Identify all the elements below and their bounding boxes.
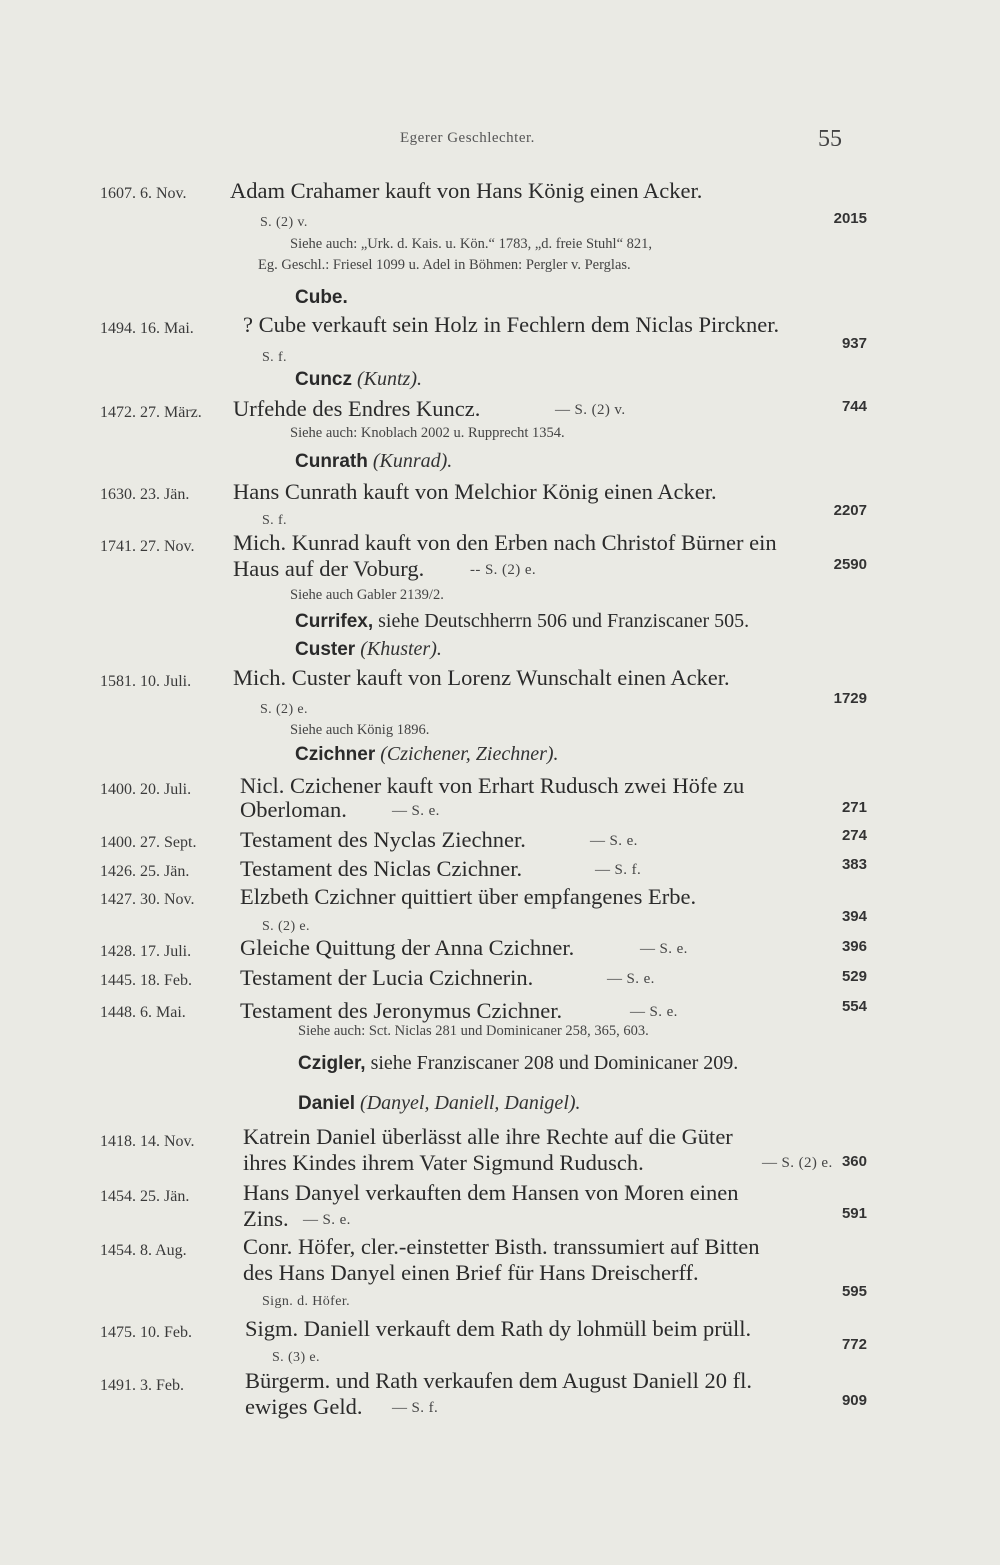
family-heading (295, 368, 422, 391)
entry-text: Oberloman. (240, 797, 347, 822)
record-number: 274 (841, 827, 867, 844)
entry-date: 1491. 3. Feb. (100, 1377, 184, 1394)
source-ref: — S. e. (640, 941, 688, 957)
see-also: Siehe auch: Knoblach 2002 u. Rupprecht 1354. (290, 425, 565, 441)
record-number: 383 (841, 856, 867, 873)
record-number: 529 (841, 968, 867, 985)
family-name: Cube. (295, 287, 348, 308)
family-heading (295, 743, 559, 766)
see-also: Siehe auch Gabler 2139/2. (290, 587, 444, 603)
entry-date: 1475. 10. Feb. (100, 1324, 192, 1341)
entry-text: ? Cube verkauft sein Holz in Fechlern dem Niclas Pirckner. (243, 312, 780, 337)
source-ref: — S. e. (303, 1212, 351, 1228)
family-name: Daniel (298, 1093, 356, 1114)
source-ref: — S. (2) e. (762, 1155, 833, 1171)
entry-date: 1454. 8. Aug. (100, 1242, 187, 1259)
entry-date: 1445. 18. Feb. (100, 972, 192, 989)
record-number: 554 (841, 998, 867, 1015)
family-name: Currifex, (295, 611, 374, 632)
entry-date: 1400. 27. Sept. (100, 834, 197, 851)
entry-text: Nicl. Czichener kauft von Erhart Rudusch zwei Höfe zu (240, 773, 745, 798)
entry-text: Mich. Kunrad kauft von den Erben nach Christof Bürner ein (233, 530, 777, 555)
record-number: 772 (841, 1336, 867, 1353)
record-number: 1729 (833, 690, 867, 707)
entry-text: Zins. (243, 1206, 289, 1231)
cross-reference: siehe Franziscaner 208 und Dominicaner 209. (370, 1052, 739, 1074)
source-ref: S. (2) e. (260, 702, 308, 717)
cross-reference: siehe Deutschherrn 506 und Franziscaner 505. (378, 610, 750, 632)
entry-date: 1418. 14. Nov. (100, 1133, 195, 1150)
entry-text: Haus auf der Voburg. (233, 556, 425, 581)
family-name: Czichner (295, 744, 376, 765)
entry-date: 1741. 27. Nov. (100, 538, 195, 555)
record-number: 360 (841, 1153, 867, 1170)
entry-date: 1400. 20. Juli. (100, 781, 192, 798)
entry-text: Gleiche Quittung der Anna Czichner. (240, 935, 575, 960)
entry-text: Testament des Jeronymus Czichner. (240, 998, 563, 1023)
entry-text: ihres Kindes ihrem Vater Sigmund Rudusch. (243, 1150, 644, 1175)
entry-text: Mich. Custer kauft von Lorenz Wunschalt einen Acker. (233, 665, 730, 690)
source-ref: S. f. (262, 513, 287, 528)
see-also: Siehe auch König 1896. (290, 722, 430, 738)
entry-text: Testament des Nyclas Ziechner. (240, 827, 526, 852)
source-ref: — S. e. (392, 803, 440, 819)
source-ref: — S. e. (607, 971, 655, 987)
entry-text: Adam Crahamer kauft von Hans König einen Acker. (230, 178, 703, 203)
record-number: 744 (841, 398, 867, 415)
record-number: 591 (841, 1205, 867, 1222)
entry-date: 1448. 6. Mai. (100, 1004, 186, 1021)
see-also: Eg. Geschl.: Friesel 1099 u. Adel in Böhmen: Pergler v. Perglas. (258, 257, 631, 273)
name-variants: (Khuster). (360, 638, 442, 660)
entry-date: 1427. 30. Nov. (100, 891, 195, 908)
entry-date: 1630. 23. Jän. (100, 486, 190, 503)
entry-date: 1426. 25. Jän. (100, 863, 190, 880)
source-ref: S. (2) v. (260, 215, 308, 230)
entry-text: Testament der Lucia Czichnerin. (240, 965, 534, 990)
record-number: 2207 (833, 502, 867, 519)
family-name: Czigler, (298, 1053, 366, 1074)
entry-date: 1607. 6. Nov. (100, 185, 187, 202)
entry-text: Elzbeth Czichner quittiert über empfangenes Erbe. (240, 884, 697, 909)
record-number: 2015 (833, 210, 867, 227)
entry-date: 1428. 17. Juli. (100, 943, 192, 960)
family-heading (295, 638, 442, 661)
source-ref: S. (3) e. (272, 1350, 320, 1365)
entry-date: 1454. 25. Jän. (100, 1188, 190, 1205)
family-name: Cuncz (295, 369, 352, 390)
see-also: Siehe auch: „Urk. d. Kais. u. Kön.“ 1783, „d. freie Stuhl“ 821, (290, 236, 653, 252)
entry-text: Hans Cunrath kauft von Melchior König einen Acker. (233, 479, 717, 504)
entry-text: Bürgerm. und Rath verkaufen dem August Daniell 20 fl. (245, 1368, 752, 1393)
name-variants: (Kunrad). (372, 450, 453, 472)
family-name: Cunrath (295, 451, 368, 472)
record-number: 909 (841, 1392, 867, 1409)
family-heading (295, 286, 348, 309)
running-header: Egerer Geschlechter. (400, 130, 535, 146)
entry-text: Testament des Niclas Czichner. (240, 856, 523, 881)
record-number: 394 (841, 908, 867, 925)
source-ref: — S. f. (392, 1400, 439, 1416)
record-number: 2590 (833, 556, 867, 573)
entry-text: des Hans Danyel einen Brief für Hans Dreischerff. (243, 1260, 699, 1285)
family-heading (295, 610, 749, 633)
entry-text: Conr. Höfer, cler.-einstetter Bisth. transsumiert auf Bitten (243, 1234, 760, 1259)
family-heading (298, 1052, 738, 1075)
entry-date: 1472. 27. März. (100, 404, 202, 421)
record-number: 595 (841, 1283, 867, 1300)
family-heading (298, 1092, 581, 1115)
entry-text: Katrein Daniel überlässt alle ihre Rechte auf die Güter (243, 1124, 733, 1149)
record-number: 396 (841, 938, 867, 955)
record-number: 271 (841, 799, 867, 816)
family-heading (295, 450, 452, 473)
entry-text: Urfehde des Endres Kuncz. (233, 396, 481, 421)
page-number: 55 (818, 126, 842, 152)
source-ref: — S. f. (595, 862, 642, 878)
entry-date: 1581. 10. Juli. (100, 673, 192, 690)
entry-text: Sigm. Daniell verkauft dem Rath dy lohmüll beim prüll. (245, 1316, 752, 1341)
entry-date: 1494. 16. Mai. (100, 320, 194, 337)
entry-text: ewiges Geld. (245, 1394, 363, 1419)
source-ref: — S. (2) v. (555, 402, 626, 418)
entry-text: Hans Danyel verkauften dem Hansen von Moren einen (243, 1180, 739, 1205)
source-ref: S. f. (262, 350, 287, 365)
source-ref: — S. e. (590, 833, 638, 849)
source-ref: — S. e. (630, 1004, 678, 1020)
source-ref: S. (2) e. (262, 919, 310, 934)
family-name: Custer (295, 639, 356, 660)
see-also: Siehe auch: Sct. Niclas 281 und Dominicaner 258, 365, 603. (298, 1023, 649, 1039)
name-variants: (Kuntz). (357, 368, 422, 390)
record-number: 937 (841, 335, 867, 352)
name-variants: (Danyel, Daniell, Danigel). (360, 1092, 581, 1114)
source-ref: -- S. (2) e. (470, 562, 537, 578)
name-variants: (Czichener, Ziechner). (380, 743, 559, 765)
source-ref: Sign. d. Höfer. (262, 1294, 351, 1309)
